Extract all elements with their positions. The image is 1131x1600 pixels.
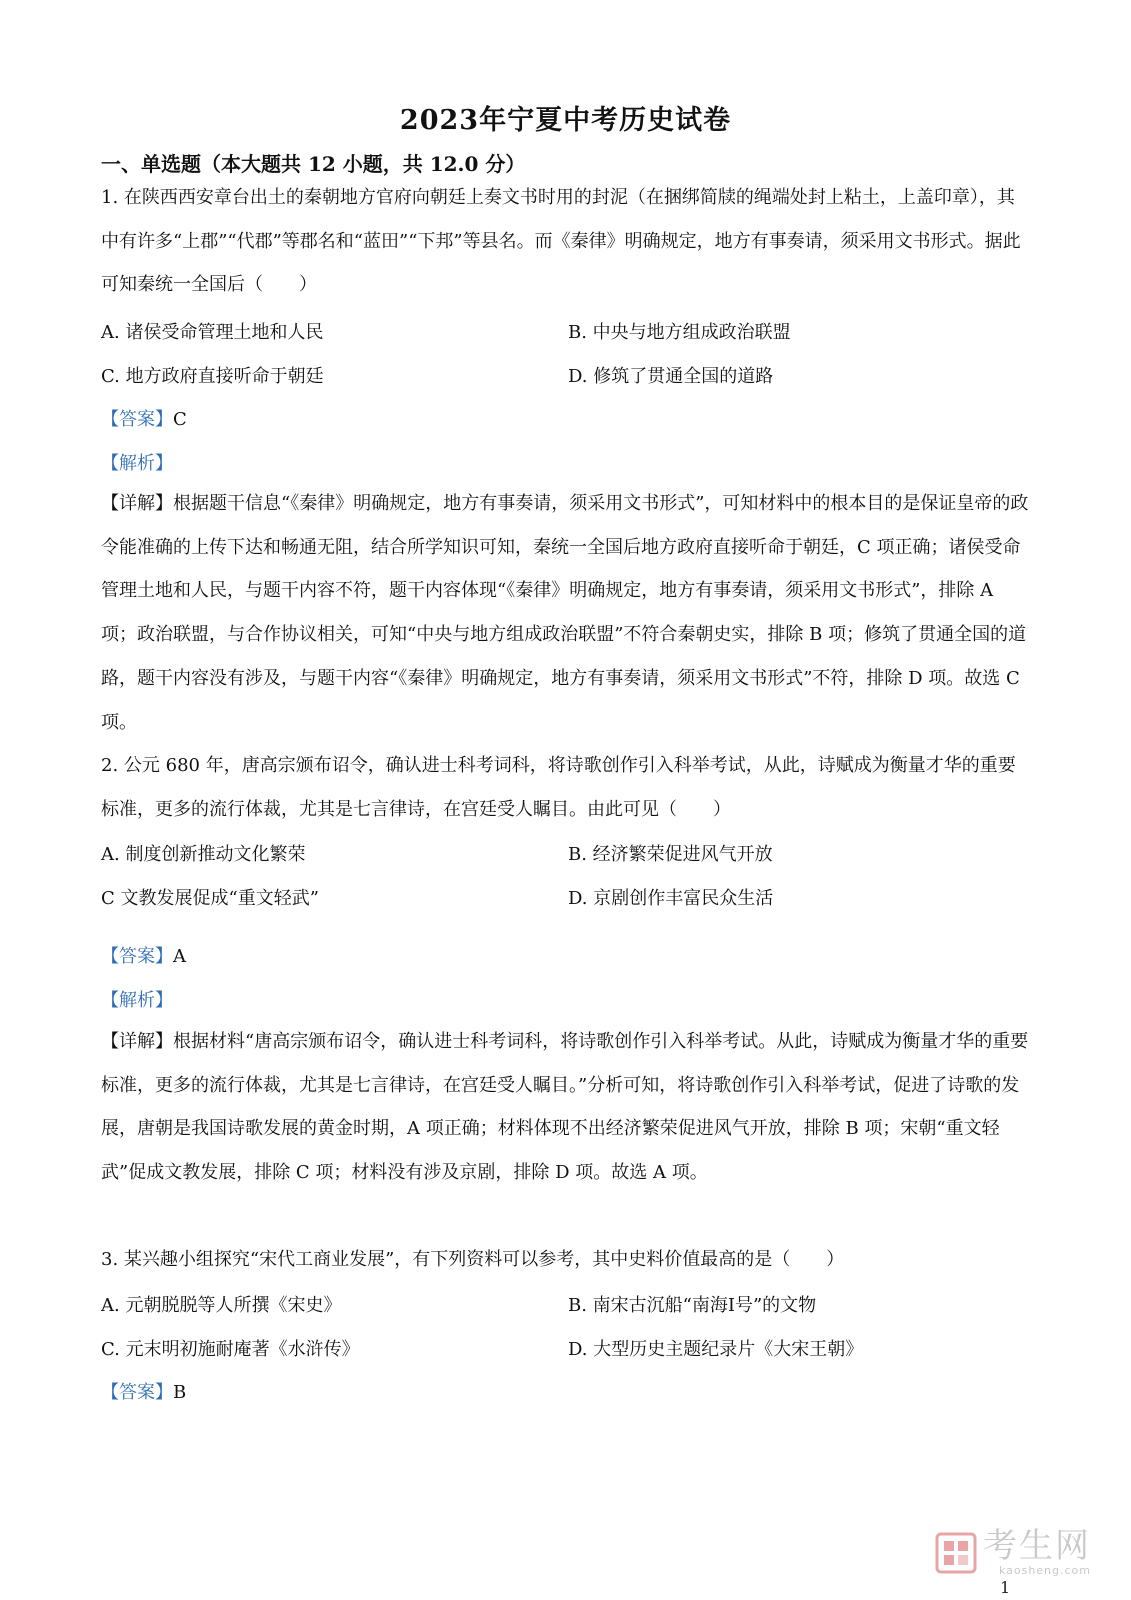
detail-tag: 【详解】 xyxy=(101,1031,173,1052)
question-stem: 3. 某兴趣小组探究“宋代工商业发展”，有下列资料可以参考，其中史料价值最高的是（ ） xyxy=(101,1249,845,1270)
option-b: B. 南宋古沉船“南海Ⅰ号”的文物 xyxy=(568,1295,817,1316)
answer-tag: 【答案】 xyxy=(101,946,173,967)
option-a: A. 诸侯受命管理土地和人民 xyxy=(101,322,324,343)
option-d: D. 京剧创作丰富民众生活 xyxy=(568,888,774,909)
page-title: 2023年宁夏中考历史试卷 xyxy=(399,105,732,136)
section-heading: 一、单选题（本大题共 12 小题，共 12.0 分） xyxy=(101,152,526,176)
answer-tag: 【答案】 xyxy=(101,1382,173,1403)
page-number: 1 xyxy=(1000,1578,1011,1597)
detail-text: 根据材料“唐高宗颁布诏令，确认进士科考词科，将诗歌创作引入科举考试。从此，诗赋成为衡量才华的重要标准，更多的流行体裁，尤其是七言律诗，在宫廷受人瞩目。”分析可知，将诗歌创作引入科举考试，促进了诗歌的发展，唐朝是我国诗歌发展的黄金时期，A 项正确；材料体现不出经济繁荣促进风气开放，排除 B 项；宋朝“重文轻武”促成文教发展，排除 C 项；材料没有涉及京剧，排除 D 项。故选 A 项。 xyxy=(101,1031,1029,1184)
question-stem: 2. 公元 680 年，唐高宗颁布诏令，确认进士科考词科，将诗歌创作引入科举考试，从此，诗赋成为衡量才华的重要标准，更多的流行体裁，尤其是七言律诗，在宫廷受人瞩目。由此可见（ ） xyxy=(101,755,1016,820)
option-b: B. 中央与地方组成政治联盟 xyxy=(568,322,791,343)
answer-line xyxy=(101,1378,186,1404)
answer-value: C xyxy=(173,409,187,430)
option-d: D. 修筑了贯通全国的道路 xyxy=(568,366,774,387)
detail-tag: 【详解】 xyxy=(101,493,173,514)
kaosheng-logo-icon xyxy=(935,1532,977,1574)
watermark-subtext: kaosheng.com xyxy=(998,1564,1091,1577)
option-d: D. 大型历史主题纪录片《大宋王朝》 xyxy=(568,1339,864,1360)
answer-tag: 【答案】 xyxy=(101,409,173,430)
option-c: C. 地方政府直接听命于朝廷 xyxy=(101,366,324,387)
option-c: C 文教发展促成“重文轻武” xyxy=(101,888,319,909)
detail-text: 根据题干信息“《秦律》明确规定，地方有事奏请，须采用文书形式”，可知材料中的根本目的是保证皇帝的政令能准确的上传下达和畅通无阻，结合所学知识可知，秦统一全国后地方政府直接听命于朝廷，C 项正确；诸侯受命管理土地和人民，与题干内容不符，题干内容体现“《秦律》明确规定，地方有事奏请，须采用文书形式”，排除 A 项；政治联盟，与合作协议相关，可知“中央与地方组成政治联盟”不符合秦朝史实，排除 B 项；修筑了贯通全国的道路，题干内容没有涉及，与题干内容“《秦律》明确规定，地方有事奏请，须采用文书形式”不符，排除 D 项。故选 C 项。 xyxy=(101,493,1029,733)
question-1-detail xyxy=(101,482,1031,744)
watermark xyxy=(935,1528,1091,1577)
analysis-line xyxy=(101,449,173,475)
option-a: A. 制度创新推动文化繁荣 xyxy=(101,844,306,865)
question-2-stem xyxy=(101,744,1031,831)
answer-line xyxy=(101,942,186,968)
question-3-stem xyxy=(101,1238,1031,1282)
watermark-text: 考生网 xyxy=(983,1526,1091,1566)
answer-value: A xyxy=(173,946,186,967)
answer-value: B xyxy=(173,1382,187,1403)
option-a: A. 元朝脱脱等人所撰《宋史》 xyxy=(101,1295,342,1316)
option-b: B. 经济繁荣促进风气开放 xyxy=(568,844,773,865)
option-c: C. 元末明初施耐庵著《水浒传》 xyxy=(101,1339,360,1360)
analysis-line xyxy=(101,986,173,1012)
question-1-stem xyxy=(101,176,1031,307)
question-stem: 1. 在陕西西安章台出土的秦朝地方官府向朝廷上奏文书时用的封泥（在捆绑简牍的绳端处封上粘土，上盖印章），其中有许多“上郡”“代郡”等郡名和“蓝田”“下邦”等县名。而《秦律》明确规定，地方有事奏请，须采用文书形式。据此可知秦统一全国后（ ） xyxy=(101,187,1021,296)
analysis-tag: 【解析】 xyxy=(101,990,173,1011)
question-2-detail xyxy=(101,1020,1031,1195)
analysis-tag: 【解析】 xyxy=(101,453,173,474)
answer-line xyxy=(101,405,187,431)
